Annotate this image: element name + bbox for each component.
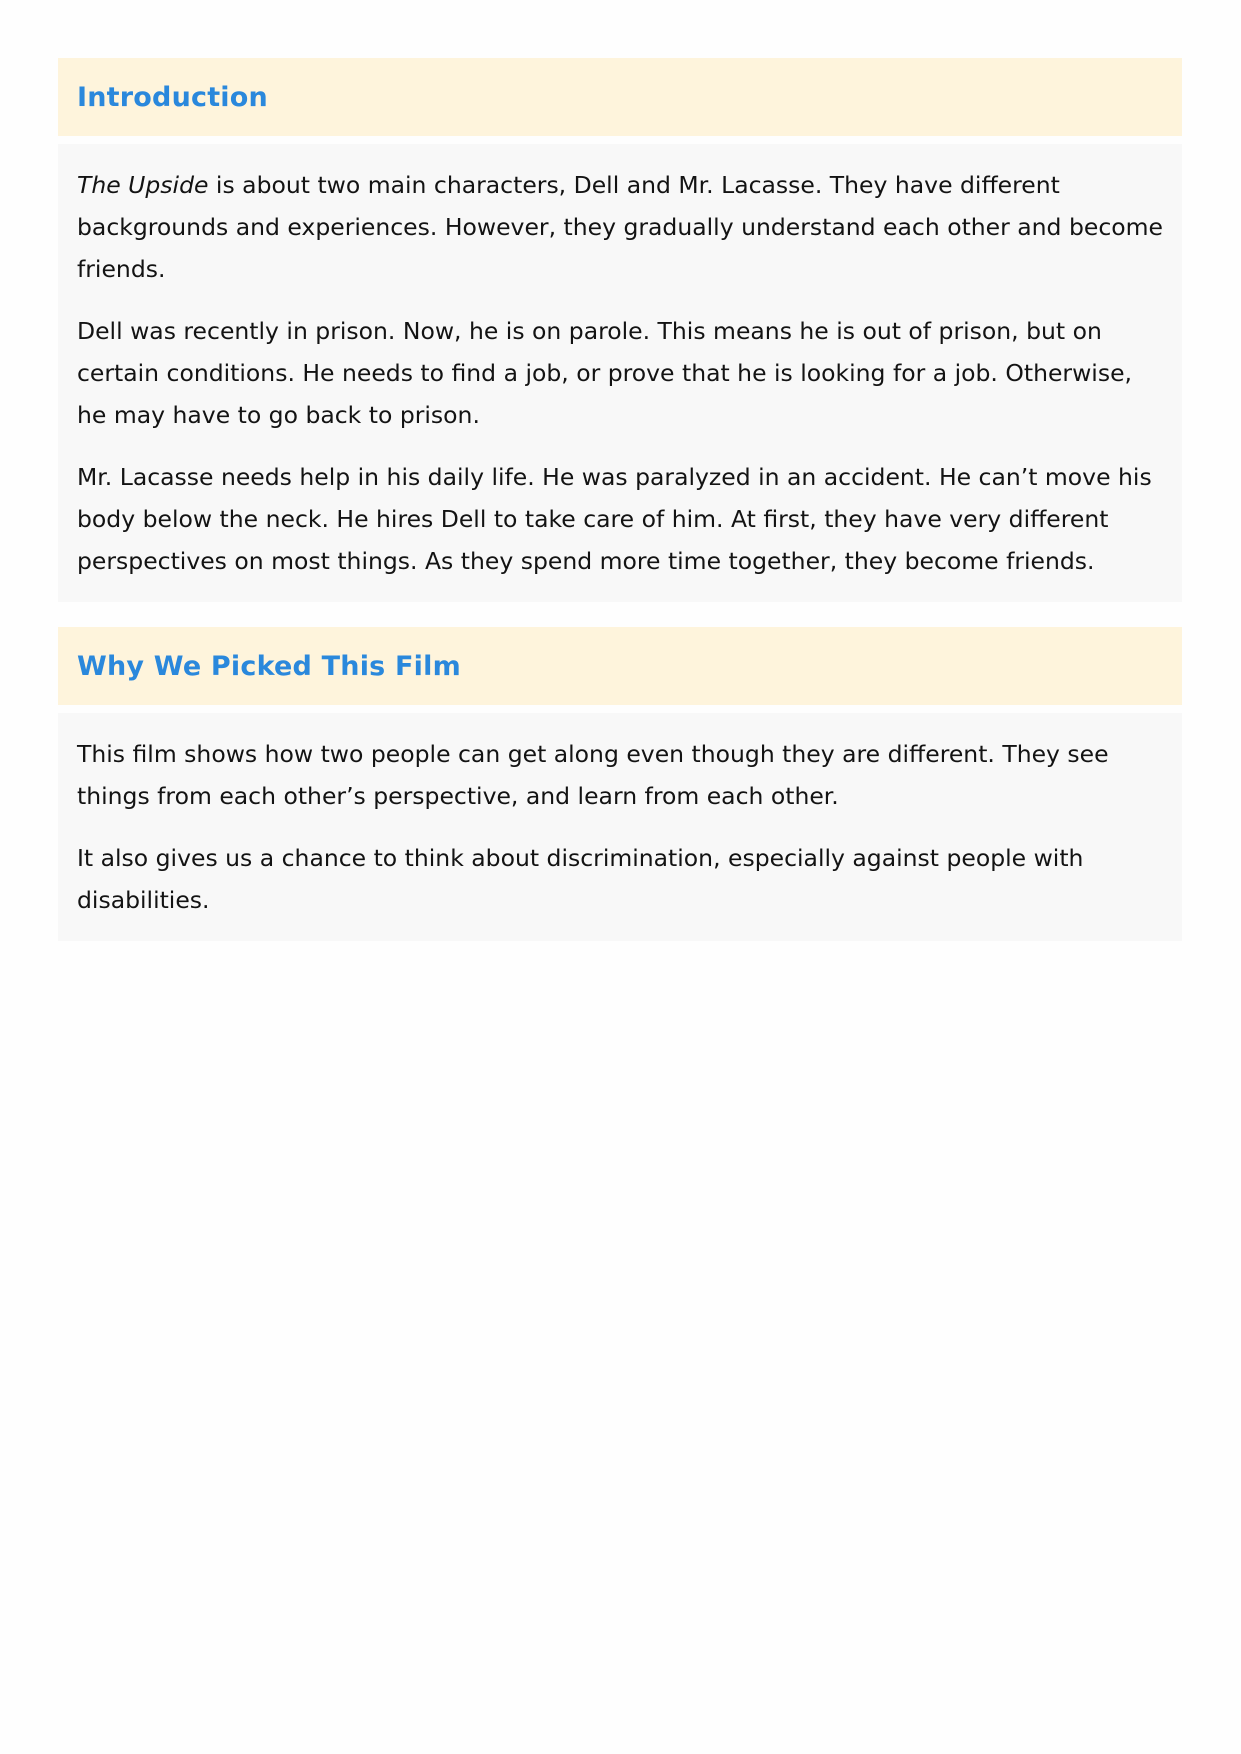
section-body bbox=[58, 713, 1182, 941]
paragraph-text: is about two main characters, Dell and Mr. Lacasse. They have different backgrounds and experiences. However, they gradually understand each other and become friends. bbox=[77, 171, 1163, 283]
section-body bbox=[58, 144, 1182, 602]
section-header bbox=[58, 58, 1182, 136]
film-title: The Upside bbox=[77, 171, 209, 199]
paragraph: It also gives us a chance to think about discrimination, especially against people with disabilities. bbox=[77, 844, 1084, 914]
section-spacer bbox=[58, 602, 1182, 627]
section-title: Introduction bbox=[77, 81, 268, 113]
paragraph: Mr. Lacasse needs help in his daily life. He was paralyzed in an accident. He can’t move his body below the neck. He hires Dell to take care of him. At first, they have very different perspectives on most things. As they spend more time together, they become friends. bbox=[77, 463, 1152, 575]
section-header bbox=[58, 627, 1182, 705]
section-why-we-picked bbox=[58, 627, 1182, 941]
paragraph bbox=[77, 164, 1163, 290]
document-page bbox=[58, 58, 1182, 941]
paragraph: This film shows how two people can get along even though they are different. They see things from each other’s perspective, and learn from each other. bbox=[77, 740, 1109, 810]
section-title: Why We Picked This Film bbox=[77, 650, 461, 682]
section-introduction bbox=[58, 58, 1182, 602]
paragraph: Dell was recently in prison. Now, he is on parole. This means he is out of prison, but on certain conditions. He needs to find a job, or prove that he is looking for a job. Otherwise, he may have to go back to prison. bbox=[77, 317, 1133, 429]
